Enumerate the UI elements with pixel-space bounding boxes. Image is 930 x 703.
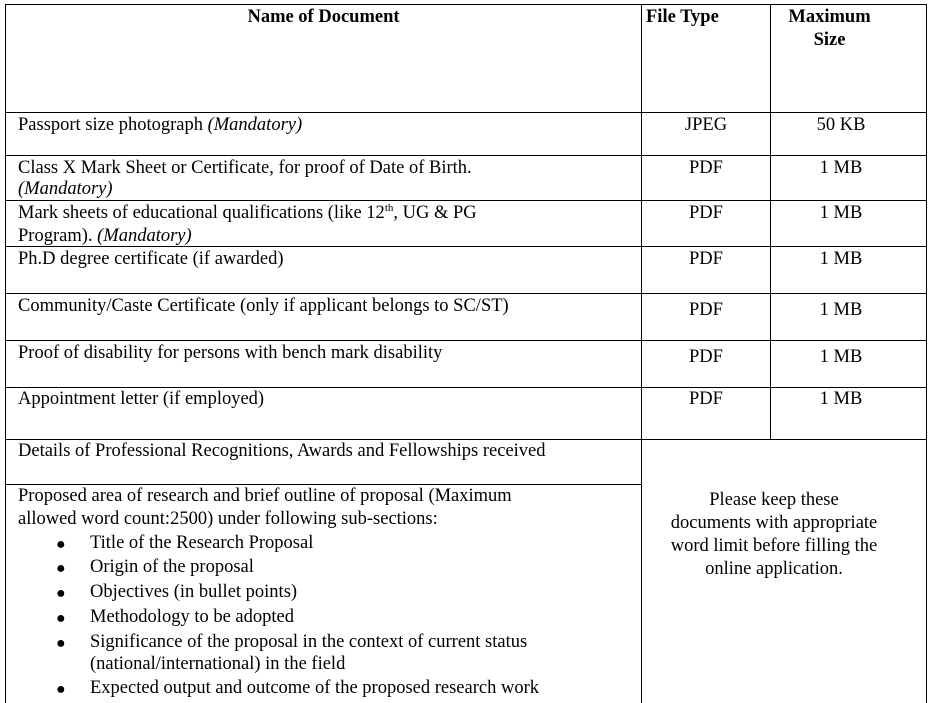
row3-sup: th <box>384 201 394 214</box>
row3-name-b: , UG & PG <box>393 203 477 223</box>
bullet-symbol: ● <box>56 635 66 652</box>
row3-name-a: Mark sheets of educational qualifications (like 12 <box>18 203 385 223</box>
rule-row1 <box>5 155 927 156</box>
bullet-symbol: ● <box>56 681 66 698</box>
rule-row5 <box>5 340 927 341</box>
bullet-symbol: ● <box>56 560 66 577</box>
note-line3: word limit before filling the <box>670 536 878 556</box>
rule-top <box>5 4 927 5</box>
row2-size: 1 MB <box>819 158 863 178</box>
header-name-of-document: Name of Document <box>247 7 400 27</box>
row3-program: Program). <box>18 226 93 246</box>
row1-size: 50 KB <box>816 115 866 135</box>
row7-type: PDF <box>689 389 723 409</box>
row6-name: Proof of disability for persons with bench mark disability <box>18 343 443 363</box>
row1-name-text: Passport size photograph <box>18 115 203 135</box>
bullet-significance-line2: (national/international) in the field <box>90 654 346 674</box>
row4-name: Ph.D degree certificate (if awarded) <box>18 249 284 269</box>
bullet-origin: Origin of the proposal <box>90 557 254 577</box>
bullet-objectives: Objectives (in bullet points) <box>90 582 298 602</box>
rule-left <box>5 4 6 703</box>
header-file-type: File Type <box>646 7 719 27</box>
note-line2: documents with appropriate <box>670 513 878 533</box>
proposal-line2: allowed word count:2500) under following sub-sections: <box>18 509 438 529</box>
bullet-significance: Significance of the proposal in the context of current status <box>90 632 528 652</box>
row1-note: (Mandatory) <box>207 115 303 135</box>
row2-note: (Mandatory) <box>18 179 113 199</box>
bullet-symbol: ● <box>56 585 66 602</box>
row4-type: PDF <box>689 249 723 269</box>
row4-size: 1 MB <box>819 249 863 269</box>
row6-size: 1 MB <box>819 347 863 367</box>
rule-header-bottom <box>5 112 927 113</box>
row3-size: 1 MB <box>819 203 863 223</box>
bullet-symbol: ● <box>56 536 66 553</box>
rule-right <box>926 4 927 703</box>
row3-name <box>18 202 477 225</box>
rule-row2 <box>5 200 927 201</box>
bullet-title: Title of the Research Proposal <box>90 533 314 553</box>
proposal-line1: Proposed area of research and brief outline of proposal (Maximum <box>18 486 512 506</box>
row3-name-line2 <box>18 225 192 248</box>
row7-name: Appointment letter (if employed) <box>18 389 265 409</box>
row1-type: JPEG <box>684 115 728 135</box>
bullet-expected-output: Expected output and outcome of the proposed research work <box>90 678 539 698</box>
row5-name: Community/Caste Certificate (only if applicant belongs to SC/ST) <box>18 296 509 316</box>
row6-type: PDF <box>689 347 723 367</box>
row2-note-line <box>18 178 113 201</box>
header-size: Size <box>813 30 846 50</box>
row7-size: 1 MB <box>819 389 863 409</box>
row2-name: Class X Mark Sheet or Certificate, for proof of Date of Birth. <box>18 158 472 178</box>
note-line1: Please keep these <box>709 490 839 510</box>
row2-type: PDF <box>689 158 723 178</box>
bullet-methodology: Methodology to be adopted <box>90 607 294 627</box>
row5-type: PDF <box>689 300 723 320</box>
header-maximum: Maximum <box>788 7 871 27</box>
rule-row4 <box>5 293 927 294</box>
row1-name <box>18 114 302 137</box>
note-line4: online application. <box>705 559 843 579</box>
row5-size: 1 MB <box>819 300 863 320</box>
row3-type: PDF <box>689 203 723 223</box>
row3-note: (Mandatory) <box>97 226 192 246</box>
awards-row: Details of Professional Recognitions, Awards and Fellowships received <box>18 441 546 461</box>
bullet-symbol: ● <box>56 610 66 627</box>
